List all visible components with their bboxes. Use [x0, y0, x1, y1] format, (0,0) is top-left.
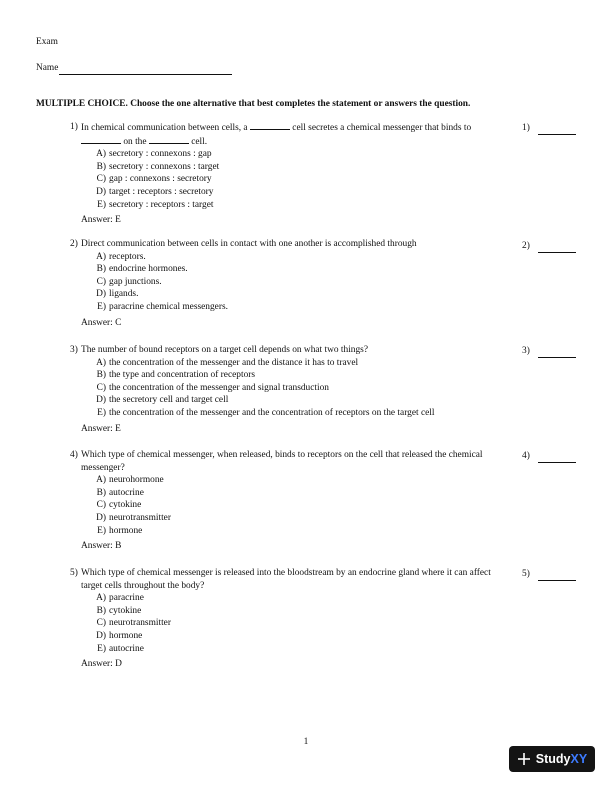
studyxy-watermark-badge[interactable] — [509, 746, 595, 772]
question-stem: Which type of chemical messenger is released into the bloodstream by an endocrine gland where it can affect target cells throughout the body? — [81, 568, 491, 591]
question-stem: Direct communication between cells in contact with one another is accomplished through — [81, 239, 417, 249]
answer-blank — [538, 347, 576, 358]
choice-e: E) paracrine chemical messengers. — [97, 301, 228, 312]
choice-c: C) gap : connexons : secretory — [96, 174, 212, 185]
brand-name-part1: Study — [535, 751, 571, 766]
answer-line-1: 1) — [522, 122, 576, 135]
choice-b: B) autocrine — [96, 487, 144, 498]
choice-a: A) receptors. — [96, 251, 146, 262]
choice-list — [92, 357, 510, 420]
fill-blank — [149, 135, 189, 144]
choice-b: B) secretory : connexons : target — [96, 161, 220, 172]
question-number: 1) — [70, 122, 78, 132]
fill-blank — [250, 121, 290, 130]
choice-b: B) endocrine hormones. — [96, 264, 188, 275]
page-number: 1 — [303, 737, 309, 747]
choice-list — [92, 592, 510, 655]
choice-c: C) gap junctions. — [96, 276, 162, 287]
question-1 — [70, 121, 510, 227]
plus-icon — [517, 752, 531, 766]
answer-key: Answer: B — [81, 541, 122, 552]
answer-line-4: 4) — [522, 450, 576, 463]
question-number: 5) — [70, 568, 78, 578]
answer-blank — [538, 124, 576, 135]
question-5 — [70, 567, 510, 671]
choice-d: D) the secretory cell and target cell — [96, 395, 229, 406]
choice-list — [92, 251, 510, 314]
answer-blank — [538, 570, 576, 581]
name-label: Name — [36, 63, 59, 73]
question-number: 4) — [70, 450, 78, 460]
choice-a: A) secretory : connexons : gap — [96, 149, 212, 160]
question-stem: In chemical communication between cells, a cell secretes a chemical messenger that binds to on the cell. — [81, 123, 472, 147]
answer-key: Answer: D — [81, 659, 122, 670]
section-instructions: MULTIPLE CHOICE. Choose the one alternative that best completes the statement or answers the question. — [36, 99, 471, 109]
choice-c: C) neurotransmitter — [96, 618, 171, 629]
question-2 — [70, 238, 510, 329]
answer-line-2: 2) — [522, 240, 576, 253]
choice-e: E) secretory : receptors : target — [97, 199, 214, 210]
choice-e: E) autocrine — [97, 643, 144, 654]
question-3 — [70, 344, 510, 435]
choice-b: B) the type and concentration of receptors — [96, 370, 256, 381]
answer-line-5: 5) — [522, 568, 576, 581]
name-field — [36, 62, 232, 75]
question-stem: Which type of chemical messenger, when released, binds to receptors on the cell that released the chemical messenger? — [81, 450, 483, 473]
fill-blank — [81, 135, 121, 144]
choice-e: E) the concentration of the messenger and the concentration of receptors on the target cell — [97, 407, 435, 418]
question-number: 3) — [70, 345, 78, 355]
choice-d: D) target : receptors : secretory — [96, 186, 214, 197]
answer-blank — [538, 452, 576, 463]
choice-e: E) hormone — [97, 525, 143, 536]
question-4 — [70, 449, 510, 553]
answer-key: Answer: E — [81, 423, 121, 434]
answer-line-3: 3) — [522, 345, 576, 358]
choice-list — [92, 474, 510, 537]
answer-blank — [538, 242, 576, 253]
answer-key: Answer: E — [81, 215, 121, 226]
choice-b: B) cytokine — [96, 605, 142, 616]
choice-d: D) hormone — [96, 630, 143, 641]
question-number: 2) — [70, 239, 78, 249]
choice-a: A) paracrine — [96, 593, 144, 604]
choice-d: D) ligands. — [96, 289, 139, 300]
choice-list — [92, 148, 510, 211]
brand-name-part2: XY — [570, 751, 588, 766]
name-blank-line — [59, 65, 232, 75]
question-stem: The number of bound receptors on a target cell depends on what two things? — [81, 345, 368, 355]
choice-a: A) the concentration of the messenger and the distance it has to travel — [96, 357, 359, 368]
answer-key: Answer: C — [81, 317, 122, 328]
exam-title: Exam — [36, 37, 58, 47]
choice-a: A) neurohormone — [96, 475, 164, 486]
choice-c: C) the concentration of the messenger and signal transduction — [96, 382, 329, 393]
choice-c: C) cytokine — [96, 500, 142, 511]
choice-d: D) neurotransmitter — [96, 512, 171, 523]
